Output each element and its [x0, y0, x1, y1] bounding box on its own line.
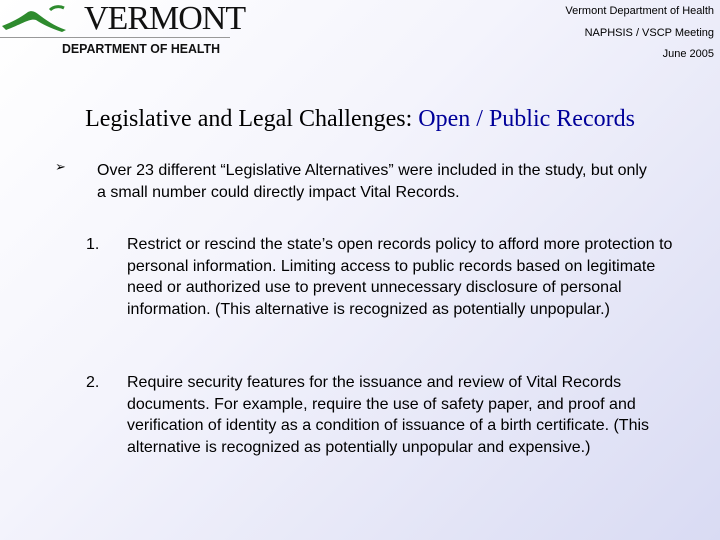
bullet-text: Over 23 different “Legislative Alternatives” were included in the study, but only a small number could directly impact Vital Records. [97, 162, 647, 201]
logo-subtitle: DEPARTMENT OF HEALTH [62, 41, 221, 56]
mountain-logo-icon [2, 4, 84, 34]
item-number: 1. [86, 236, 100, 253]
item-text: Restrict or rescind the state’s open records policy to afford more protection to personal information. Limiting access to public records based on legitimate need or authorized use to prevent unnecessary disclosure of personal information. (This alternative is recognized as potentially unpopular.) [127, 236, 673, 318]
logo-divider [0, 37, 230, 38]
header-org: Vermont Department of Health [565, 5, 714, 17]
item-text: Require security features for the issuance and review of Vital Records documents. For example, require the use of safety paper, and proof and verification of identity as a condition of issuance of a birth certificate. (This alternative is recognized as potentially unpopular and expensive.) [127, 374, 650, 456]
arrow-bullet-icon: ➢ [55, 159, 66, 174]
logo-wordmark: VERMONT [84, 0, 246, 37]
item-number: 2. [86, 374, 100, 391]
header-meeting: NAPHSIS / VSCP Meeting [584, 27, 714, 39]
title-main: Legislative and Legal Challenges: [85, 106, 413, 132]
title-accent: Open / Public Records [418, 106, 635, 132]
vermont-health-logo [0, 0, 246, 62]
slide-title [0, 106, 720, 133]
header-date: June 2005 [662, 48, 714, 60]
